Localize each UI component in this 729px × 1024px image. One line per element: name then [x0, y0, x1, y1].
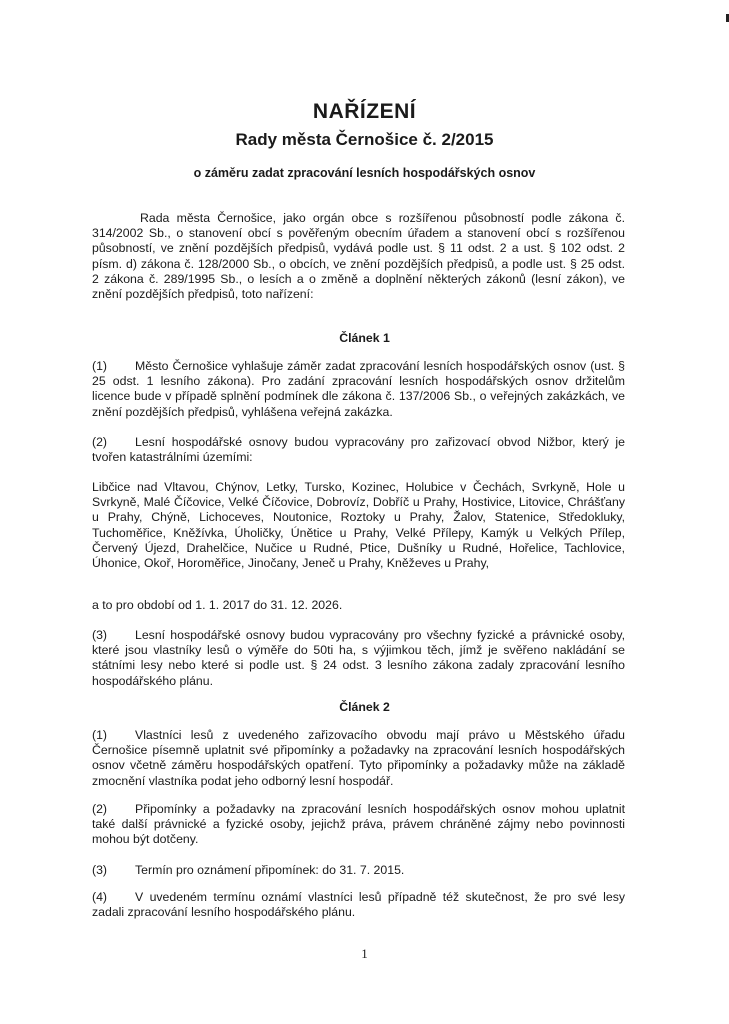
- paragraph-number: (3): [92, 628, 108, 642]
- article-2-paragraph-4: [92, 890, 625, 920]
- article-1-paragraph-1: [92, 359, 625, 420]
- article-1-paragraph-2: [92, 435, 625, 465]
- article-2-heading: Článek 2: [339, 700, 390, 714]
- paragraph-text: Lesní hospodářské osnovy budou vypracovány pro všechny fyzické a právnické osoby, které jsou vlastníky lesů o výměře do 50ti ha, s výjimkou těch, jímž je svěřeno nakládání se státními lesy nebo které si podle ust. § 24 odst. 3 lesního zákona zadaly zpracování lesního hospodářského plánu.: [92, 628, 625, 688]
- article-1-paragraph-3: [92, 628, 625, 689]
- cadastral-territories: Libčice nad Vltavou, Chýnov, Letky, Tursko, Kozinec, Holubice v Čechách, Svrkyně, Hole u Svrkyně, Malé Číčovice, Velké Číčovice, Dobrovíz, Dobříč u Prahy, Hostivice, Litovice, Chrášťany u Prahy, Chýně, Lichoceves, Noutonice, Roztoky u Prahy, Žalov, Statenice, Středokluky, Tuchoměřice, Kněžívka, Úholičky, Únětice u Prahy, Velké Přílepy, Kamýk u Velkých Přílep, Červený Újezd, Drahelčice, Nučice u Rudné, Ptice, Dušníky u Rudné, Hořelice, Tachlovice, Úhonice, Okoř, Horoměřice, Jinočany, Jeneč u Prahy, Kněževes u Prahy,: [92, 480, 625, 571]
- document-title: NAŘÍZENÍ: [312, 100, 417, 123]
- paragraph-number: (2): [92, 802, 108, 816]
- paragraph-number: (3): [92, 863, 108, 877]
- article-2-paragraph-2: [92, 802, 625, 848]
- paragraph-text: Město Černošice vyhlašuje záměr zadat zpracování lesních hospodářských osnov (ust. § 25 odst. 1 lesního zákona). Pro zadání zpracování lesních hospodářských osnov držitelům licence bude v případě splnění podmínek dle zákona č. 137/2006 Sb., o veřejných zakázkách, ve znění pozdějších předpisů, vyhlášena veřejná zakázka.: [92, 359, 625, 419]
- paragraph-text: Termín pro oznámení připomínek: do 31. 7. 2015.: [135, 863, 405, 877]
- preamble: Rada města Černošice, jako orgán obce s rozšířenou působností podle zákona č. 314/2002 Sb., o stanovení obcí s pověřeným obecním úřadem a stanovení obcí s rozšířenou působností, ve znění pozdějších předpisů, vydává podle ust. § 11 odst. 2 a ust. § 102 odst. 2 písm. d) zákona č. 128/2000 Sb., o obcích, ve znění pozdějších předpisů, a podle ust. § 25 odst. 2 zákona č. 289/1995 Sb., o lesích a o změně a doplnění některých zákonů (lesní zákon), ve znění pozdějších předpisů, toto nařízení:: [92, 211, 625, 302]
- article-2-paragraph-1: [92, 728, 625, 789]
- paragraph-number: (1): [92, 359, 108, 373]
- paragraph-text: Lesní hospodářské osnovy budou vypracovány pro zařizovací obvod Nižbor, který je tvořen katastrálními územími:: [92, 435, 625, 465]
- article-1-heading: Článek 1: [339, 331, 390, 345]
- page-number: 1: [361, 946, 368, 961]
- document-subtitle: Rady města Černošice č. 2/2015: [235, 130, 494, 149]
- paragraph-text: V uvedeném termínu oznámí vlastníci lesů případně též skutečnost, že pro své lesy zadali zpracování lesního hospodářského plánu.: [92, 890, 625, 920]
- document-purpose: o záměru zadat zpracování lesních hospodářských osnov: [193, 166, 536, 180]
- validity-period: a to pro období od 1. 1. 2017 do 31. 12. 2026.: [92, 598, 343, 612]
- paragraph-number: (1): [92, 728, 108, 742]
- paragraph-text: Připomínky a požadavky na zpracování lesních hospodářských osnov mohou uplatnit také další právnické a fyzické osoby, jejichž práva, právem chráněné zájmy nebo povinnosti mohou být dotčeny.: [92, 802, 625, 847]
- paragraph-number: (4): [92, 890, 108, 904]
- paragraph-number: (2): [92, 435, 108, 449]
- paragraph-text: Vlastníci lesů z uvedeného zařizovacího obvodu mají právo u Městského úřadu Černošice písemně uplatnit své připomínky a požadavky na zpracování lesních hospodářských osnov včetně záměru hospodářských opatření. Tyto připomínky a požadavky může na základě zmocnění vlastníka podat jeho odborný lesní hospodář.: [92, 728, 625, 788]
- article-2-paragraph-3: [92, 863, 625, 878]
